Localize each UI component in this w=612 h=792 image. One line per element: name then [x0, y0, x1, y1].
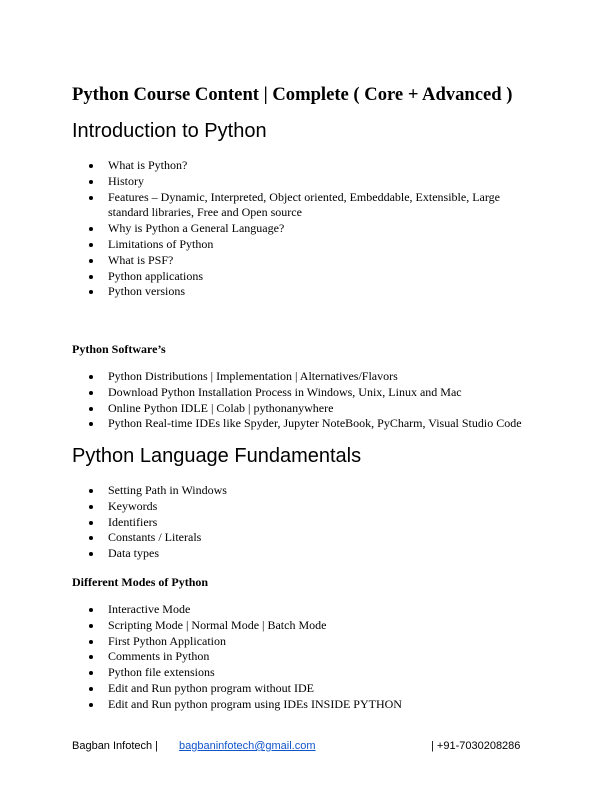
list-item: Constants / Literals: [72, 530, 532, 546]
bullet-icon: [89, 375, 93, 379]
subheading-different-modes-of-python: Different Modes of Python: [72, 575, 209, 589]
list-item: What is Python?: [72, 158, 532, 174]
fundamentals-list: [72, 483, 532, 562]
list-item: Python applications: [72, 269, 532, 285]
list-item: Edit and Run python program without IDE: [72, 681, 532, 697]
bullet-icon: [89, 655, 93, 659]
modes-list: [72, 602, 532, 713]
bullet-icon: [89, 624, 93, 628]
list-item: Online Python IDLE | Colab | pythonanywhere: [72, 401, 532, 417]
list-item: Identifiers: [72, 515, 532, 531]
bullet-icon: [89, 640, 93, 644]
list-item: History: [72, 174, 532, 190]
bullet-icon: [89, 552, 93, 556]
bullet-icon: [89, 489, 93, 493]
bullet-icon: [89, 608, 93, 612]
bullet-icon: [89, 521, 93, 525]
list-item: Scripting Mode | Normal Mode | Batch Mode: [72, 618, 532, 634]
bullet-icon: [89, 275, 93, 279]
footer-company: Bagban Infotech |: [72, 740, 159, 752]
list-item: First Python Application: [72, 634, 532, 650]
bullet-icon: [89, 180, 93, 184]
list-item: Python Real-time IDEs like Spyder, Jupyter NoteBook, PyCharm, Visual Studio Code: [72, 416, 532, 432]
python-software-list: [72, 369, 532, 432]
list-item: Data types: [72, 546, 532, 562]
bullet-icon: [89, 687, 93, 691]
list-item: Features – Dynamic, Interpreted, Object oriented, Embeddable, Extensible, Large standard libraries, Free and Open source: [72, 190, 532, 222]
bullet-icon: [89, 196, 93, 200]
bullet-icon: [89, 391, 93, 395]
list-item: Download Python Installation Process in Windows, Unix, Linux and Mac: [72, 385, 532, 401]
list-item: Limitations of Python: [72, 237, 532, 253]
page-footer: [72, 740, 522, 756]
bullet-icon: [89, 536, 93, 540]
list-item: Setting Path in Windows: [72, 483, 532, 499]
subheading-python-softwares: Python Software’s: [72, 342, 166, 356]
bullet-icon: [89, 422, 93, 426]
bullet-icon: [89, 703, 93, 707]
bullet-icon: [89, 407, 93, 411]
bullet-icon: [89, 290, 93, 294]
bullet-icon: [89, 259, 93, 263]
bullet-icon: [89, 164, 93, 168]
list-item: Comments in Python: [72, 649, 532, 665]
list-item: Python versions: [72, 284, 532, 300]
heading-introduction-to-python: Introduction to Python: [72, 120, 267, 142]
bullet-icon: [89, 227, 93, 231]
bullet-icon: [89, 671, 93, 675]
list-item: Keywords: [72, 499, 532, 515]
list-item: Edit and Run python program using IDEs INSIDE PYTHON: [72, 697, 532, 713]
list-item: Python Distributions | Implementation | Alternatives/Flavors: [72, 369, 532, 385]
list-item: Interactive Mode: [72, 602, 532, 618]
footer-email-link[interactable]: bagbaninfotech@gmail.com: [179, 740, 316, 752]
list-item: What is PSF?: [72, 253, 532, 269]
document-title: Python Course Content | Complete ( Core + Advanced ): [72, 84, 513, 105]
list-item: Python file extensions: [72, 665, 532, 681]
footer-phone: | +91-7030208286: [431, 740, 521, 752]
list-item: Why is Python a General Language?: [72, 221, 532, 237]
heading-python-language-fundamentals: Python Language Fundamentals: [72, 445, 362, 467]
introduction-list: [72, 158, 532, 300]
bullet-icon: [89, 505, 93, 509]
bullet-icon: [89, 243, 93, 247]
